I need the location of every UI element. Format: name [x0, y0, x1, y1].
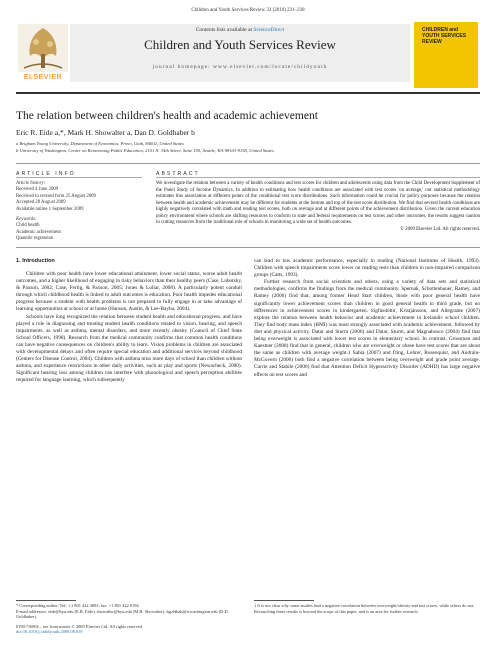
intro-paragraph-3: can lead to low academic performance, especially in reading (National Institutes of Health, 1993). Children with speech impairments score lower on reading tests than children in non-impaired comparison groups (Catts, 1993). [254, 258, 480, 279]
intro-paragraph-1: Children with poor health have lower educational attainment, lower social status, worse adult health outcomes, and a higher likelihood of engaging in risky behaviors than their healthy peers (Case, Lubotsky, & Paxson, 2002; Case, Fertig, & Paxson, 2005; Jones & Lollar, 2008). A particularly potent conduit through which childhood health is linked to adult outcomes is education. Poor health impedes educational progress because a student with health problems is not prepared to fully engage in or take advantage of learning opportunities at school or at home (Hanson, Austin, & Lee-Bayha, 2004). [16, 271, 242, 313]
history-accepted: Accepted 28 August 2009 [16, 200, 66, 206]
history-online: Available online 1 September 2009 [16, 206, 84, 212]
article-info-rule [16, 177, 142, 178]
article-info-heading: ARTICLE INFO [16, 171, 76, 177]
abstract-text: We investigate the relation between a variety of health conditions and test scores for children and adolescents using data from the Child Development Supplement of the Panel Study of Income Dynamics. In addition to estimating how health conditions are associated with test scores 'on average,' our statistical methodology estimates this association at different points of the conditional test score distributions. Such information could be crucial for policy purposes because the relation between health and academic achievement may be different for students at the bottom and top of the test score distribution. We find that several health conditions are highly negatively correlated with math and reading test scores, both on average and at different points of the achievement distribution. Given the current education policy environment where schools are shifting resources to conform to state and federal requirements on test scores and other outcomes, the results suggest caution in cutting resources from the traditional role of schools in monitoring a wide set of health outcomes. [156, 181, 480, 225]
keywords-label: Keywords: [16, 217, 37, 223]
right-column [254, 258, 480, 379]
journal-homepage[interactable]: journal homepage: www.elsevier.com/locate/childyouth [152, 64, 328, 70]
affiliation-a: a Brigham Young University, Department of Economics, Provo, Utah, 84602, United States [16, 141, 184, 146]
history-received: Received 4 June 2009 [16, 187, 59, 193]
email-addresses: E-mail addresses: eide@byu.edu (E.R. Eide), showalter@byu.edu (M.H. Showalter), dgoldhab@u.washington.edu (D.D. Goldhaber). [16, 608, 229, 620]
abstract-heading: ABSTRACT [156, 171, 200, 177]
author-list: Eric R. Eide a,*, Mark H. Showalter a, Dan D. Goldhaber b [16, 128, 195, 137]
article-info-box [16, 181, 142, 243]
contents-prefix: Contents lists available at [195, 27, 254, 33]
intro-paragraph-4: Further research from social scientists and others, using a variety of data sets and statistical methodologies, confirms the findings from the medical community. Spernak, Schottenbauer, Ramey, and Ramey (2006) find that, among former Head Start children, those with poor general health have significantly lower achievement scores than children in good general health in third grade, but no differences in achievement scores in kindergarten. Sigfúsdóttir, Kristjánsson, and Allegrante (2007) explore the relation between health behavior and academic achievement in Icelandic school children. They find body mass index (BMI) was most strongly associated with academic achievement, followed by diet and physical activity. Datar and Sturm (2006) and Datar, Sturm, and Magnabosco (2004) find that being overweight is associated with lower test scores in elementary school. In contrast, Grossman and Kaestner (2008) find that in general, children who are overweight or obese have test scores that are about the same as children with average weight.1 Sabia (2007) and Ding, Lehrer, Rosenquist, and Audrain-McGovern (2006) both find a negative correlation between being overweight and grade point average. Currie and Stabile (2006) find that Attention Deficit Hyperactivity Disorder (ADHD) has large negative effects on test scores and [254, 279, 480, 378]
contents-line [70, 27, 410, 33]
abstract-copyright: © 2009 Elsevier Ltd. All rights reserved. [400, 226, 480, 232]
intro-paragraph-2: Schools have long recognized the relation between student health and educational progress, and have played a role in diagnosing and treating student health conditions related to vision, hearing, and speech impairments, as well as asthma, mental disorders, and more recently obesity (Council of Chief State School Officers, 1998). Research from the medical community confirms that common health conditions can have negative consequences on children's ability to learn. Vision problems in children are associated with developmental delays and often require special education and additional services beyond childhood (Centers for Disease Control, 2004). Children with asthma miss more days of school than children without asthma, and experience restrictions in other daily activities, such as play and sports (Newacheck, 2000). Significant hearing loss among children can interfere with phonological and speech perception abilities required for language learning, which subsequently [16, 313, 242, 384]
left-column [16, 271, 242, 385]
abstract-bottom-rule [16, 247, 480, 248]
section-heading-introduction: 1. Introduction [16, 258, 55, 264]
journal-title: Children and Youth Services Review [144, 37, 336, 52]
keyword-2: Academic achievement [16, 229, 61, 235]
footnote-rule-right [254, 600, 314, 601]
history-label: Article history: [16, 181, 46, 186]
history-revised: Received in revised form 25 August 2009 [16, 193, 96, 199]
elsevier-logo [18, 24, 68, 84]
abstract-rule [156, 177, 480, 178]
article-title: The relation between children's health and academic achievement [16, 110, 318, 122]
running-head: Children and Youth Services Review 32 (2010) 231–238 [191, 8, 305, 13]
keyword-3: Quantile regression [16, 236, 54, 242]
footnote-rule-left [16, 600, 76, 601]
issn-line: 0190-7409/$ – see front matter © 2009 Elsevier Ltd. All rights reserved. [16, 623, 144, 629]
affiliation-b: b University of Washington, Center on Reinventing Public Education, 2101 N. 34th Street, Suite 195, Seattle, WA 98103-9158, United States [16, 148, 274, 153]
cover-title: CHILDREN and YOUTH SERVICES REVIEW [422, 27, 467, 45]
abstract-body [156, 181, 480, 233]
sciencedirect-link[interactable]: ScienceDirect [253, 27, 285, 33]
publisher-name: ELSEVIER [23, 74, 63, 81]
section-rule [16, 163, 480, 164]
doi-link[interactable]: doi:10.1016/j.childyouth.2009.08.019 [16, 629, 83, 635]
keyword-1: Child health [16, 223, 40, 229]
corresponding-author: * Corresponding author. Tel.: +1 801 422 4883; fax: +1 801 422 0194. [16, 603, 140, 608]
footnote-left [16, 603, 242, 635]
footnote-1: 1 It is not clear why some studies find a negative correlation between overweight/obesity and test scores, while others do not. Reconciling these results is beyond the scope of this paper, and is an area for further research. [254, 603, 475, 614]
header-rule [16, 92, 480, 94]
